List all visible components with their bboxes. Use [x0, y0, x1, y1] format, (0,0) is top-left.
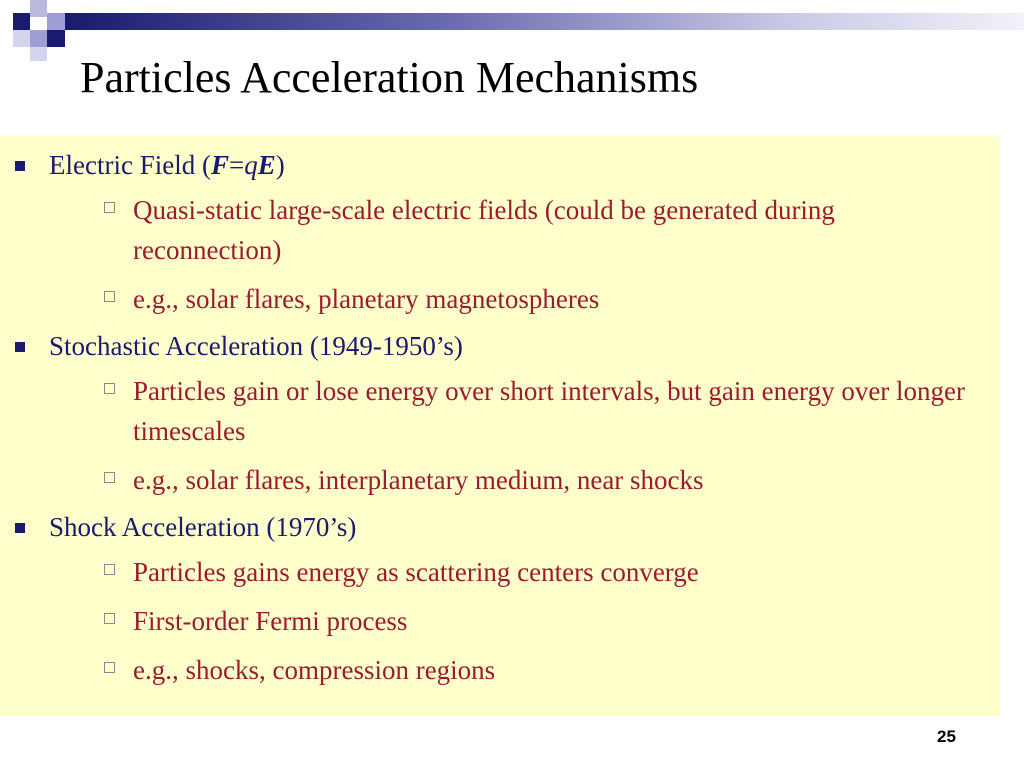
formula-equals: = — [228, 150, 245, 180]
sub-item-text: e.g., shocks, compression regions — [133, 655, 496, 685]
decor-square — [47, 30, 65, 47]
hollow-square-bullet-icon — [104, 202, 115, 213]
sub-item-text: Quasi-static large-scale electric fields (could be generated during reconnection) — [133, 195, 835, 265]
sub-list-item — [94, 190, 982, 270]
list-item — [10, 148, 982, 319]
square-bullet-icon — [15, 161, 25, 171]
header-gradient-band — [65, 13, 1024, 30]
sub-list-item — [94, 371, 982, 451]
sub-list-item — [94, 650, 982, 690]
sub-list — [49, 190, 982, 319]
formula-e: E — [257, 150, 276, 180]
decor-square — [47, 13, 65, 30]
square-bullet-icon — [15, 523, 25, 533]
decor-square — [13, 13, 30, 30]
formula-q: q — [244, 150, 258, 180]
sub-item-text: Particles gains energy as scattering centers converge — [133, 557, 699, 587]
sub-list — [49, 552, 982, 690]
page-number: 25 — [937, 727, 956, 746]
hollow-square-bullet-icon — [104, 383, 115, 394]
sub-list-item — [94, 601, 982, 641]
item-label: Stochastic Acceleration (1949-1950’s) — [49, 331, 463, 361]
item-text-prefix: Electric Field ( — [49, 150, 211, 180]
list-item — [10, 510, 982, 690]
hollow-square-bullet-icon — [104, 613, 115, 624]
sub-item-text: Particles gain or lose energy over short intervals, but gain energy over longer timescales — [133, 376, 966, 446]
hollow-square-bullet-icon — [104, 662, 115, 673]
item-label — [49, 150, 285, 180]
decor-square — [30, 47, 47, 61]
content-box — [0, 136, 1000, 716]
sub-item-text: e.g., solar flares, interplanetary medium, near shocks — [133, 465, 704, 495]
decor-square — [30, 0, 47, 17]
hollow-square-bullet-icon — [104, 291, 115, 302]
hollow-square-bullet-icon — [104, 472, 115, 483]
list-item — [10, 329, 982, 500]
sub-list-item — [94, 552, 982, 592]
sub-list-item — [94, 279, 982, 319]
sub-list — [49, 371, 982, 500]
hollow-square-bullet-icon — [104, 564, 115, 575]
sub-list-item — [94, 460, 982, 500]
square-bullet-icon — [15, 342, 25, 352]
sub-item-text: e.g., solar flares, planetary magnetospheres — [133, 284, 600, 314]
formula-f: F — [210, 150, 229, 180]
sub-item-text: First-order Fermi process — [133, 606, 408, 636]
decor-square — [13, 30, 30, 47]
item-text-suffix: ) — [275, 150, 285, 180]
item-label: Shock Acceleration (1970’s) — [49, 512, 357, 542]
decor-square — [30, 30, 47, 47]
bullet-list — [10, 148, 982, 690]
slide-title: Particles Acceleration Mechanisms — [80, 53, 699, 102]
